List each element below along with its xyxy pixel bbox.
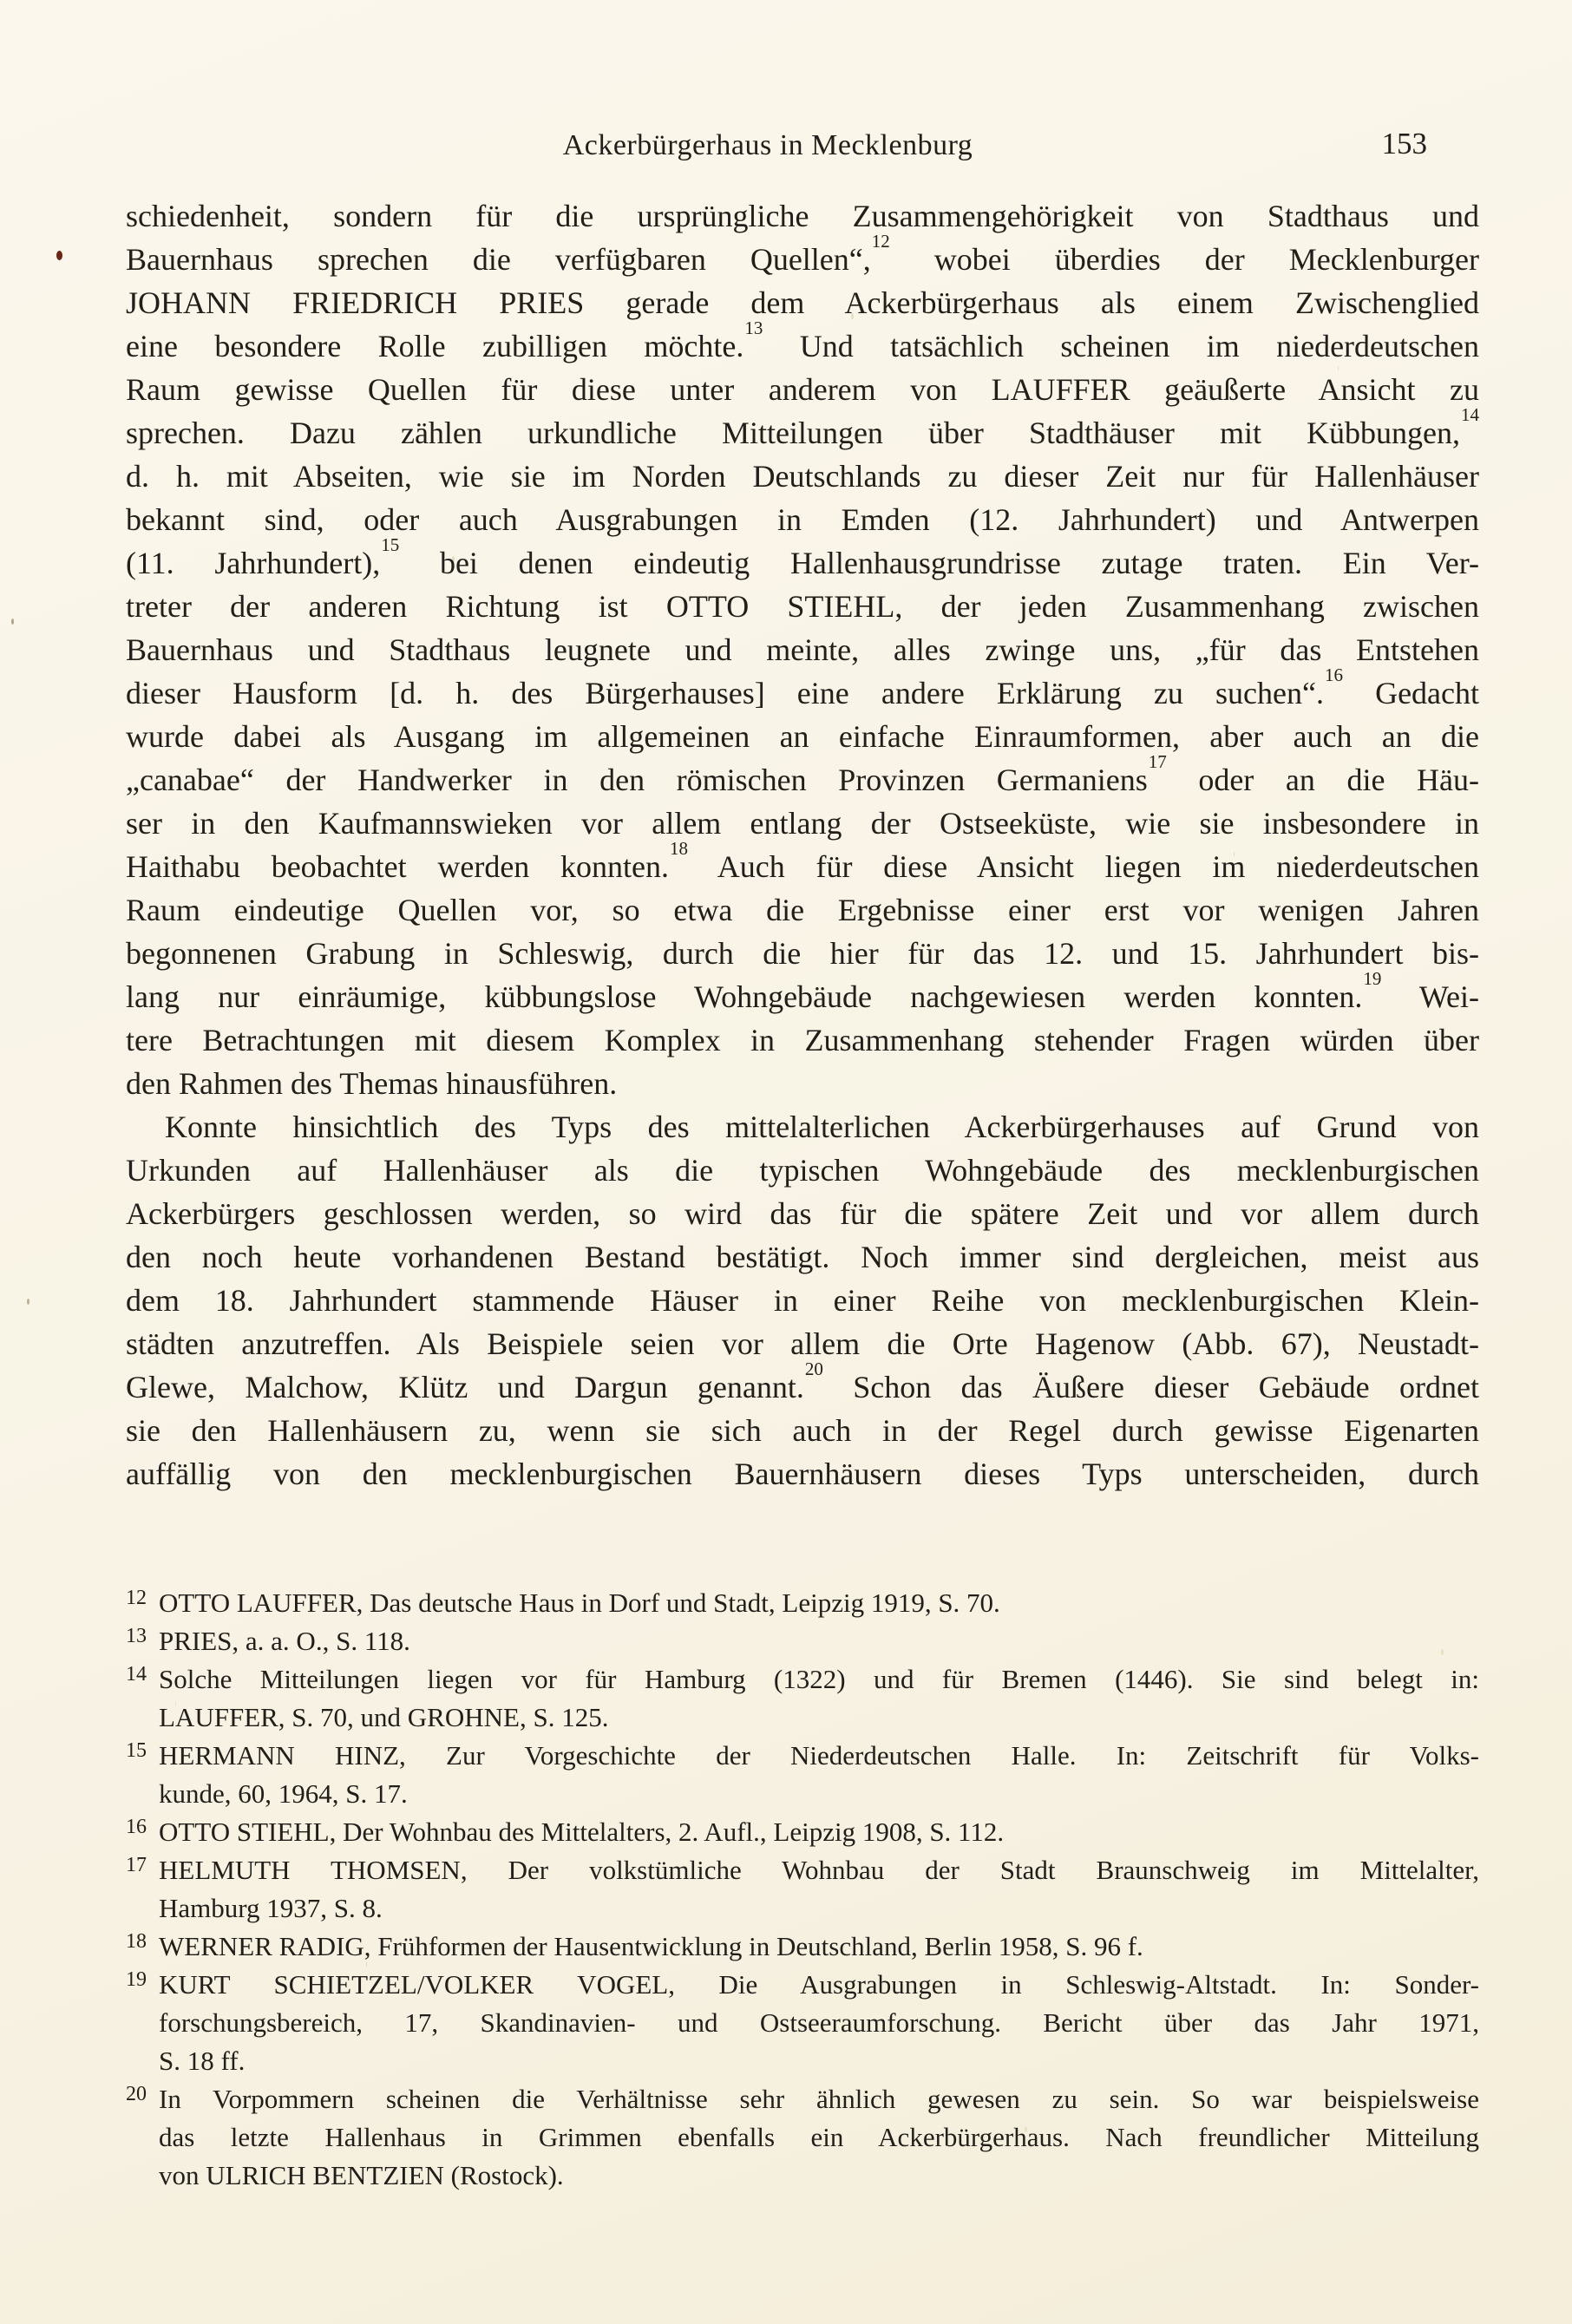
text-line: „canabae“ der Handwerker in den römischen Provinzen Germaniens$^{17}$ oder an die Häu- [126, 751, 1479, 797]
footnote-line: 15 HERMANN HINZ, Zur Vorgeschichte der Niederdeutschen Halle. In: Zeitschrift für Volks- [159, 1737, 1479, 1775]
text-line: (11. Jahrhundert),$^{15}$ bei denen eindeutig Hallenhausgrundrisse zutage traten. Ein Ver- [126, 534, 1479, 580]
footnote-line: 14 Solche Mitteilungen liegen vor für Hamburg (1322) und für Bremen (1446). Sie sind belegt in: [159, 1660, 1479, 1699]
footnote-line: S. 18 ff. [159, 2046, 246, 2076]
footnote-number: 16 [126, 1816, 147, 1838]
text-line: wurde dabei als Ausgang im allgemeinen an einfache Einraumformen, aber auch an die [126, 719, 1479, 754]
footnote-number: 17 [126, 1854, 147, 1876]
text-line: d. h. mit Abseiten, wie sie im Norden Deutschlands zu dieser Zeit nur für Hallenhäuser [126, 459, 1479, 494]
footnote-ref: 19 [1363, 968, 1382, 989]
running-header-title: Ackerbürgerhaus in Mecklenburg [562, 129, 973, 161]
footnote-line: 17 HELMUTH THOMSEN, Der volkstümliche Wohnbau der Stadt Braunschweig im Mittelalter, [159, 1851, 1479, 1889]
footnote-line: 20 In Vorpommern scheinen die Verhältnisse sehr ähnlich gewesen zu sein. So war beispielsweise [159, 2080, 1479, 2118]
footnote-line: kunde, 60, 1964, S. 17. [159, 1778, 408, 1809]
text-line: städten anzutreffen. Als Beispiele seien vor allem die Orte Hagenow (Abb. 67), Neustadt- [126, 1326, 1479, 1361]
text-line: Haithabu beobachtet werden konnten.$^{18}$ Auch für diese Ansicht liegen im niederdeutschen [126, 838, 1479, 884]
footnote-line: von ULRICH BENTZIEN (Rostock). [159, 2160, 564, 2190]
text-line: begonnenen Grabung in Schleswig, durch die hier für das 12. und 15. Jahrhundert bis- [126, 936, 1479, 971]
text-line: sprechen. Dazu zählen urkundliche Mitteilungen über Stadthäuser mit Kübbungen,$^{14}$ [126, 404, 1479, 450]
footnote-line: Hamburg 1937, S. 8. [159, 1893, 383, 1923]
text-line: eine besondere Rolle zubilligen möchte.$^{13}$ Und tatsächlich scheinen im niederdeutschen [126, 318, 1479, 363]
text-line: Konnte hinsichtlich des Typs des mittelalterlichen Ackerbürgerhauses auf Grund von [165, 1110, 1479, 1144]
footnote-ref: 20 [804, 1358, 823, 1379]
footnote-number: 19 [126, 1968, 147, 1991]
text-line: ser in den Kaufmannswieken vor allem entlang der Ostseeküste, wie sie insbesondere in [126, 806, 1479, 841]
text-line: tere Betrachtungen mit diesem Komplex in Zusammenhang stehender Fragen würden über [126, 1023, 1479, 1057]
footnote-ref: 17 [1148, 751, 1167, 772]
text-line: schiedenheit, sondern für die ursprüngliche Zusammengehörigkeit von Stadthaus und [126, 199, 1479, 233]
footnote-line: 16 OTTO STIEHL, Der Wohnbau des Mittelalters, 2. Aufl., Leipzig 1908, S. 112. [159, 1813, 1479, 1851]
text-line: Urkunden auf Hallenhäuser als die typischen Wohngebäude des mecklenburgischen [126, 1153, 1479, 1188]
footnotes-block [126, 1584, 1479, 2195]
footnote-number: 14 [126, 1663, 147, 1686]
footnote-line: forschungsbereich, 17, Skandinavien- und Ostseeraumforschung. Bericht über das Jahr 1971, [159, 2007, 1479, 2038]
footnote-ref: 14 [1461, 404, 1479, 425]
text-line: JOHANN FRIEDRICH PRIES gerade dem Ackerbürgerhaus als einem Zwischenglied [126, 285, 1479, 320]
footnote-number: 20 [126, 2083, 147, 2105]
footnote-number: 18 [126, 1930, 147, 1953]
text-line: Raum gewisse Quellen für diese unter anderem von LAUFFER geäußerte Ansicht zu [126, 372, 1479, 407]
footnote-line: das letzte Hallenhaus in Grimmen ebenfalls ein Ackerbürgerhaus. Nach freundlicher Mitteilung [159, 2122, 1479, 2152]
footnote-number: 12 [126, 1587, 147, 1609]
footnote-number: 15 [126, 1739, 147, 1762]
text-line: lang nur einräumige, kübbungslose Wohngebäude nachgewiesen werden konnten.$^{19}$ Wei- [126, 968, 1479, 1014]
text-line: sie den Hallenhäusern zu, wenn sie sich auch in der Regel durch gewisse Eigenarten [126, 1413, 1479, 1448]
footnote-number: 13 [126, 1625, 147, 1647]
text-line: Raum eindeutige Quellen vor, so etwa die Ergebnisse einer erst vor wenigen Jahren [126, 893, 1479, 927]
text-line: den noch heute vorhandenen Bestand bestätigt. Noch immer sind dergleichen, meist aus [126, 1240, 1479, 1274]
footnote-line: 12 OTTO LAUFFER, Das deutsche Haus in Dorf und Stadt, Leipzig 1919, S. 70. [159, 1584, 1479, 1622]
text-line: Bauernhaus und Stadthaus leugnete und meinte, alles zwinge uns, „für das Entstehen [126, 632, 1479, 667]
footnote-ref: 15 [381, 534, 400, 555]
text-line: treter der anderen Richtung ist OTTO STIEHL, der jeden Zusammenhang zwischen [126, 589, 1479, 624]
page-number: 153 [1381, 127, 1427, 160]
text-line: Glewe, Malchow, Klütz und Dargun genannt.$^{20}$ Schon das Äußere dieser Gebäude ordnet [126, 1358, 1479, 1404]
footnote-ref: 13 [744, 318, 763, 338]
footnote-line: 18 WERNER RADIG, Frühformen der Hausentwicklung in Deutschland, Berlin 1958, S. 96 f. [159, 1928, 1479, 1966]
footnote-ref: 18 [670, 838, 689, 859]
text-line: auffällig von den mecklenburgischen Bauernhäusern dieses Typs unterscheiden, durch [126, 1457, 1479, 1491]
footnote-line: 19 KURT SCHIETZEL/VOLKER VOGEL, Die Ausgrabungen in Schleswig-Altstadt. In: Sonder- [159, 1966, 1479, 2004]
footnote-ref: 12 [871, 231, 890, 252]
footnote-ref: 16 [1324, 664, 1343, 685]
footnote-line: LAUFFER, S. 70, und GROHNE, S. 125. [159, 1702, 609, 1732]
footnote-line: 13 PRIES, a. a. O., S. 118. [159, 1622, 1479, 1660]
text-line: Bauernhaus sprechen die verfügbaren Quellen“,$^{12}$ wobei überdies der Mecklenburger [126, 231, 1480, 277]
text-line: Ackerbürgers geschlossen werden, so wird das für die spätere Zeit und vor allem durch [126, 1196, 1479, 1231]
text-line: dem 18. Jahrhundert stammende Häuser in einer Reihe von mecklenburgischen Klein- [126, 1283, 1479, 1318]
text-line: den Rahmen des Themas hinausführen. [126, 1066, 618, 1101]
body-text [126, 194, 1479, 1496]
text-line: bekannt sind, oder auch Ausgrabungen in Emden (12. Jahrhundert) und Antwerpen [126, 502, 1479, 537]
text-line: dieser Hausform [d. h. des Bürgerhauses] eine andere Erklärung zu suchen“.$^{16}$ Gedacht [126, 664, 1480, 710]
